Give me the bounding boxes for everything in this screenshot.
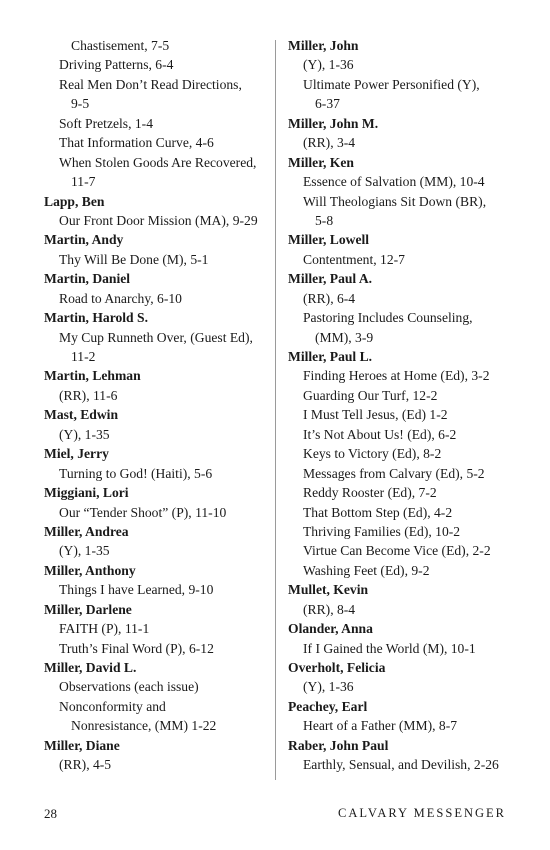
article-entry: Messages from Calvary (Ed), 5-2 bbox=[303, 465, 485, 481]
author-name: Miller, John M. bbox=[288, 115, 379, 131]
author-name: Miller, Darlene bbox=[44, 601, 132, 617]
article-entry: That Information Curve, 4-6 bbox=[59, 135, 214, 151]
author-name: Martin, Harold S. bbox=[44, 310, 148, 326]
article-entry: (RR), 4-5 bbox=[59, 757, 112, 773]
author-name: Lapp, Ben bbox=[44, 193, 105, 209]
author-name: Mullet, Kevin bbox=[288, 582, 369, 598]
article-entry: (Y), 1-35 bbox=[59, 426, 110, 442]
article-entry: Driving Patterns, 6-4 bbox=[59, 57, 174, 73]
article-entry: Virtue Can Become Vice (Ed), 2-2 bbox=[303, 543, 491, 559]
article-entry: Truth’s Final Word (P), 6-12 bbox=[59, 640, 214, 656]
author-name: Martin, Andy bbox=[44, 232, 124, 248]
author-name: Miller, Lowell bbox=[288, 232, 370, 248]
article-entry: Thy Will Be Done (M), 5-1 bbox=[59, 251, 209, 267]
article-entry: FAITH (P), 11-1 bbox=[59, 621, 150, 637]
article-entry: Road to Anarchy, 6-10 bbox=[59, 290, 182, 306]
publication-title: CALVARY MESSENGER bbox=[338, 806, 506, 820]
author-name: Miel, Jerry bbox=[44, 446, 109, 462]
article-entry: When Stolen Goods Are Recovered, bbox=[59, 154, 257, 170]
page-number: 28 bbox=[44, 806, 57, 821]
article-entry: Soft Pretzels, 1-4 bbox=[59, 115, 154, 131]
article-entry: Keys to Victory (Ed), 8-2 bbox=[303, 446, 442, 462]
author-name: Miller, Paul A. bbox=[288, 271, 373, 287]
entry-continuation: 6-37 bbox=[315, 96, 340, 112]
index-column-left bbox=[44, 36, 270, 775]
article-entry: (RR), 11-6 bbox=[59, 387, 118, 403]
author-name: Miller, John bbox=[288, 38, 359, 53]
article-entry: Ultimate Power Personified (Y), bbox=[303, 76, 480, 92]
article-entry: Essence of Salvation (MM), 10-4 bbox=[303, 174, 485, 190]
article-entry: (Y), 1-36 bbox=[303, 679, 354, 695]
author-name: Miller, David L. bbox=[44, 660, 137, 675]
article-entry: (Y), 1-35 bbox=[59, 543, 110, 559]
article-entry: Our “Tender Shoot” (P), 11-10 bbox=[59, 504, 227, 520]
entry-continuation: 11-7 bbox=[71, 174, 96, 190]
author-name: Peachey, Earl bbox=[288, 698, 368, 714]
entry-continuation: 5-8 bbox=[315, 212, 334, 228]
article-entry: Thriving Families (Ed), 10-2 bbox=[303, 523, 461, 539]
author-name: Martin, Daniel bbox=[44, 271, 131, 287]
article-entry: Observations (each issue) bbox=[59, 679, 199, 695]
article-entry: I Must Tell Jesus, (Ed) 1-2 bbox=[303, 407, 448, 423]
article-entry: It’s Not About Us! (Ed), 6-2 bbox=[303, 426, 457, 442]
article-entry: Contentment, 12-7 bbox=[303, 251, 405, 267]
article-entry: Pastoring Includes Counseling, bbox=[303, 310, 473, 326]
article-entry: My Cup Runneth Over, (Guest Ed), bbox=[59, 329, 253, 345]
author-name: Martin, Lehman bbox=[44, 368, 141, 384]
author-name: Miggiani, Lori bbox=[44, 485, 129, 501]
entry-continuation: 9-5 bbox=[71, 96, 90, 112]
author-name: Miller, Diane bbox=[44, 737, 120, 753]
article-entry: Guarding Our Turf, 12-2 bbox=[303, 387, 438, 403]
author-name: Raber, John Paul bbox=[288, 737, 389, 753]
author-name: Mast, Edwin bbox=[44, 407, 119, 423]
article-entry: Heart of a Father (MM), 8-7 bbox=[303, 718, 458, 734]
article-entry: (RR), 6-4 bbox=[303, 290, 356, 306]
article-entry: (Y), 1-36 bbox=[303, 57, 354, 73]
article-entry: Our Front Door Mission (MA), 9-29 bbox=[59, 212, 258, 228]
author-name: Overholt, Felicia bbox=[288, 660, 386, 675]
author-name: Miller, Ken bbox=[288, 154, 354, 170]
entry-continuation: Nonresistance, (MM) 1-22 bbox=[71, 718, 217, 734]
author-name: Olander, Anna bbox=[288, 621, 373, 637]
entry-continuation: 11-2 bbox=[71, 349, 96, 364]
article-entry: (RR), 8-4 bbox=[303, 601, 356, 617]
article-entry: Will Theologians Sit Down (BR), bbox=[303, 193, 487, 209]
article-entry: Earthly, Sensual, and Devilish, 2-26 bbox=[303, 757, 499, 773]
entry-continuation: (MM), 3-9 bbox=[315, 329, 374, 345]
article-entry: Things I have Learned, 9-10 bbox=[59, 582, 214, 598]
article-entry: Finding Heroes at Home (Ed), 3-2 bbox=[303, 368, 490, 384]
entry-continuation: Chastisement, 7-5 bbox=[71, 38, 170, 53]
article-entry: If I Gained the World (M), 10-1 bbox=[303, 640, 476, 656]
author-name: Miller, Anthony bbox=[44, 562, 136, 578]
article-entry: Real Men Don’t Read Directions, bbox=[59, 76, 242, 92]
article-entry: Washing Feet (Ed), 9-2 bbox=[303, 562, 430, 578]
column-divider bbox=[275, 40, 276, 780]
article-entry: That Bottom Step (Ed), 4-2 bbox=[303, 504, 453, 520]
index-column-right bbox=[288, 36, 514, 775]
article-entry: Turning to God! (Haiti), 5-6 bbox=[59, 465, 213, 481]
article-entry: Nonconformity and bbox=[59, 698, 166, 714]
author-name: Miller, Andrea bbox=[44, 523, 129, 539]
author-name: Miller, Paul L. bbox=[288, 349, 373, 364]
article-entry: (RR), 3-4 bbox=[303, 135, 356, 151]
article-entry: Reddy Rooster (Ed), 7-2 bbox=[303, 485, 437, 501]
